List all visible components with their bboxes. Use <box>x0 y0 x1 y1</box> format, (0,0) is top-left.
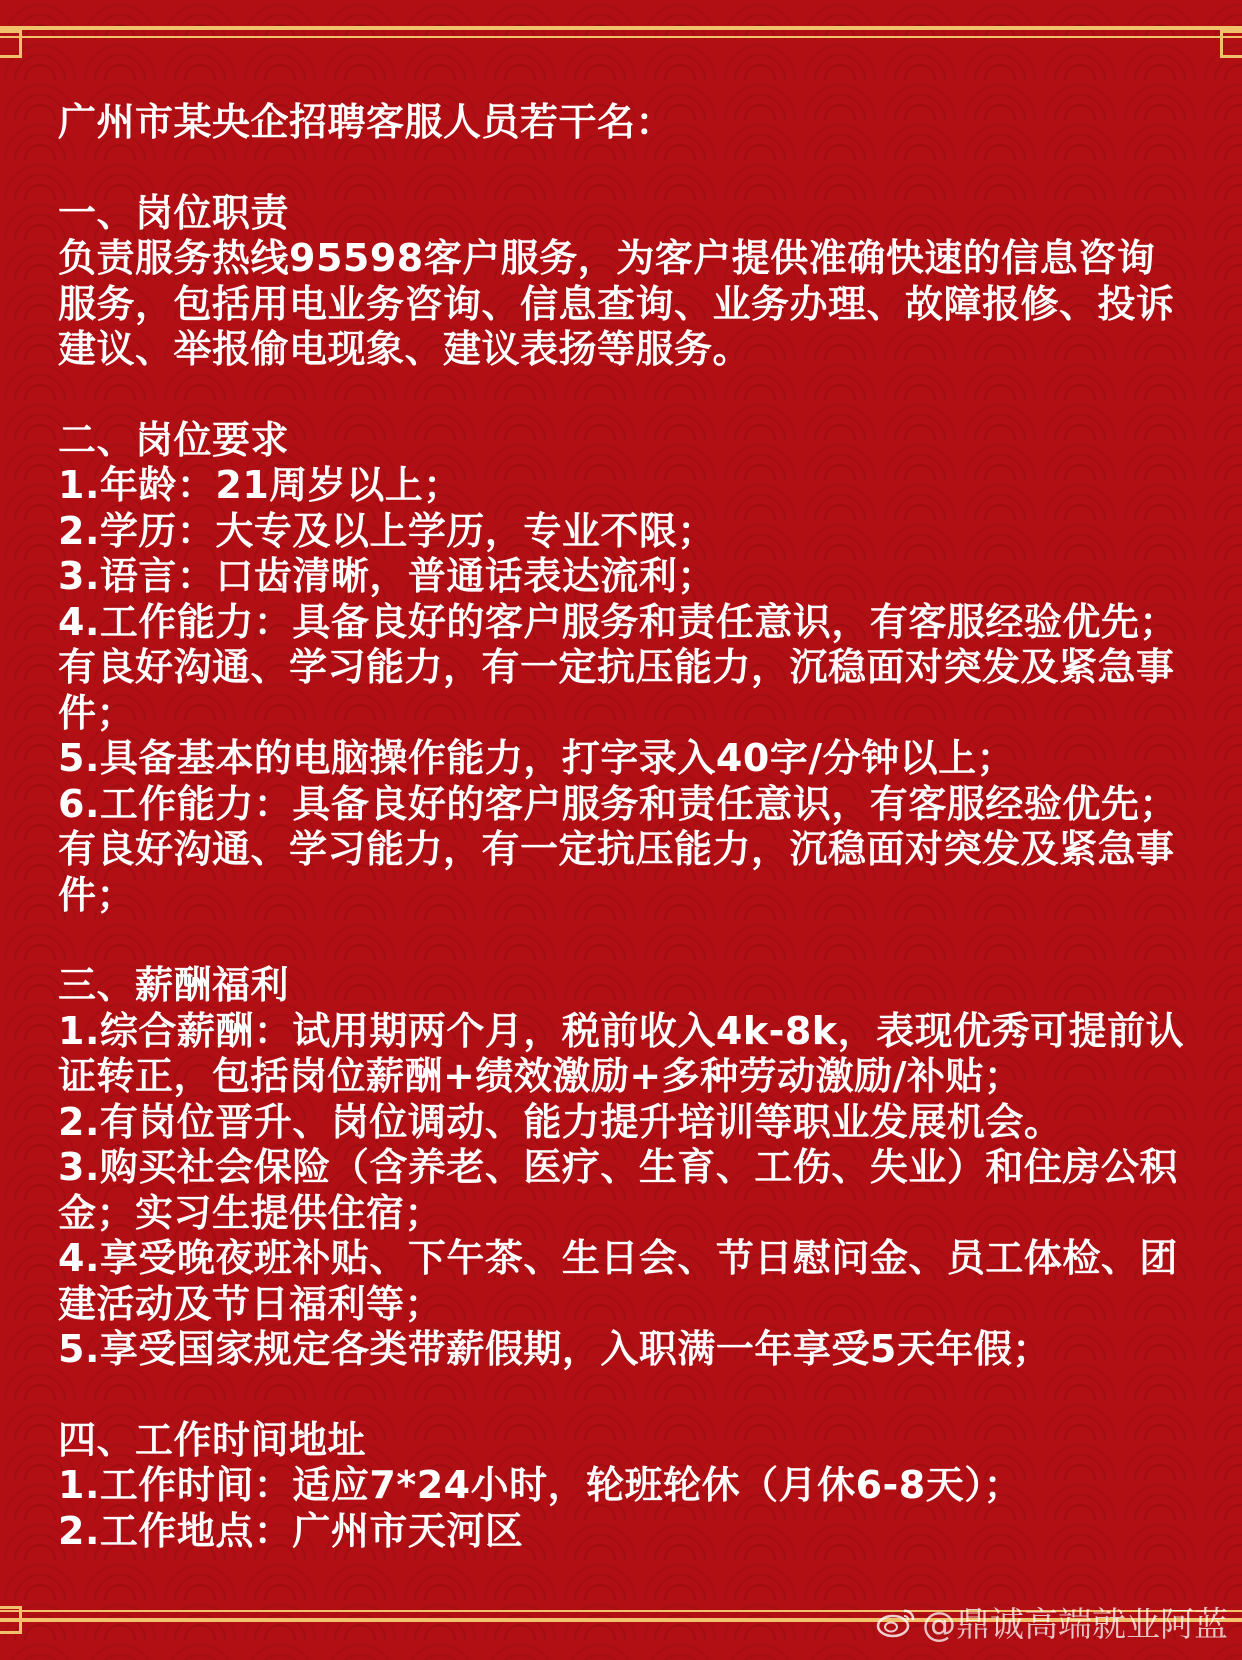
top-left-corner-ornament <box>0 30 22 58</box>
section-line: 2.有岗位晋升、岗位调动、能力提升培训等职业发展机会。 <box>58 1099 1063 1144</box>
section-line: 3.购买社会保险（含养老、医疗、生育、工伤、失业）和住房公积金；实习生提供住宿； <box>58 1145 1178 1235</box>
top-border-inner <box>0 36 1242 38</box>
section-line: 负责服务热线95598客户服务，为客户提供准确快速的信息咨询服务，包括用电业务咨询、信息查询、业务办理、故障报修、投诉建议、举报偷电现象、建议表扬等服务。 <box>58 236 1175 371</box>
section-line: 1.综合薪酬：试用期两个月，税前收入4k-8k，表现优秀可提前认证转正，包括岗位薪酬+绩效激励+多种劳动激励/补贴； <box>58 1008 1185 1098</box>
section-duties <box>58 191 1188 373</box>
section-line: 3.语言：口齿清晰，普通话表达流利； <box>58 554 716 598</box>
section-line: 5.具备基本的电脑操作能力，打字录入40字/分钟以上； <box>58 736 1016 780</box>
section-time-location <box>58 1418 1188 1555</box>
watermark-text: @鼎诚高端就业阿蓝 <box>922 1605 1228 1645</box>
section-line: 2.工作地点：广州市天河区 <box>58 1508 524 1553</box>
bottom-left-corner-ornament <box>0 1606 22 1634</box>
weibo-icon <box>876 1605 918 1639</box>
top-border <box>0 26 1242 30</box>
top-right-corner-ornament <box>1220 30 1242 58</box>
section-benefits <box>58 963 1188 1373</box>
section-line: 4.享受晚夜班补贴、下午茶、生日会、节日慰问金、员工体检、团建活动及节日福利等； <box>58 1236 1178 1326</box>
section-heading: 一、岗位职责 <box>58 190 290 235</box>
section-line: 1.年龄：21周岁以上； <box>58 463 462 507</box>
section-line: 2.学历：大专及以上学历，专业不限； <box>58 508 716 553</box>
section-heading: 二、岗位要求 <box>58 417 290 462</box>
job-posting <box>58 100 1188 1554</box>
section-heading: 三、薪酬福利 <box>58 963 290 1007</box>
section-line: 4.工作能力：具备良好的客户服务和责任意识，有客服经验优先；有良好沟通、学习能力，有一定抗压能力，沉稳面对突发及紧急事件； <box>58 599 1178 735</box>
section-line: 1.工作时间：适应7*24小时，轮班轮休（月休6-8天）； <box>58 1463 1023 1507</box>
section-requirements <box>58 418 1188 919</box>
weibo-watermark <box>876 1597 1228 1646</box>
page-title: 广州市某央企招聘客服人员若干名： <box>58 100 675 144</box>
section-line: 6.工作能力：具备良好的客户服务和责任意识，有客服经验优先；有良好沟通、学习能力，有一定抗压能力，沉稳面对突发及紧急事件； <box>58 781 1178 917</box>
section-heading: 四、工作时间地址 <box>58 1417 367 1462</box>
section-line: 5.享受国家规定各类带薪假期，入职满一年享受5天年假； <box>58 1327 1051 1371</box>
